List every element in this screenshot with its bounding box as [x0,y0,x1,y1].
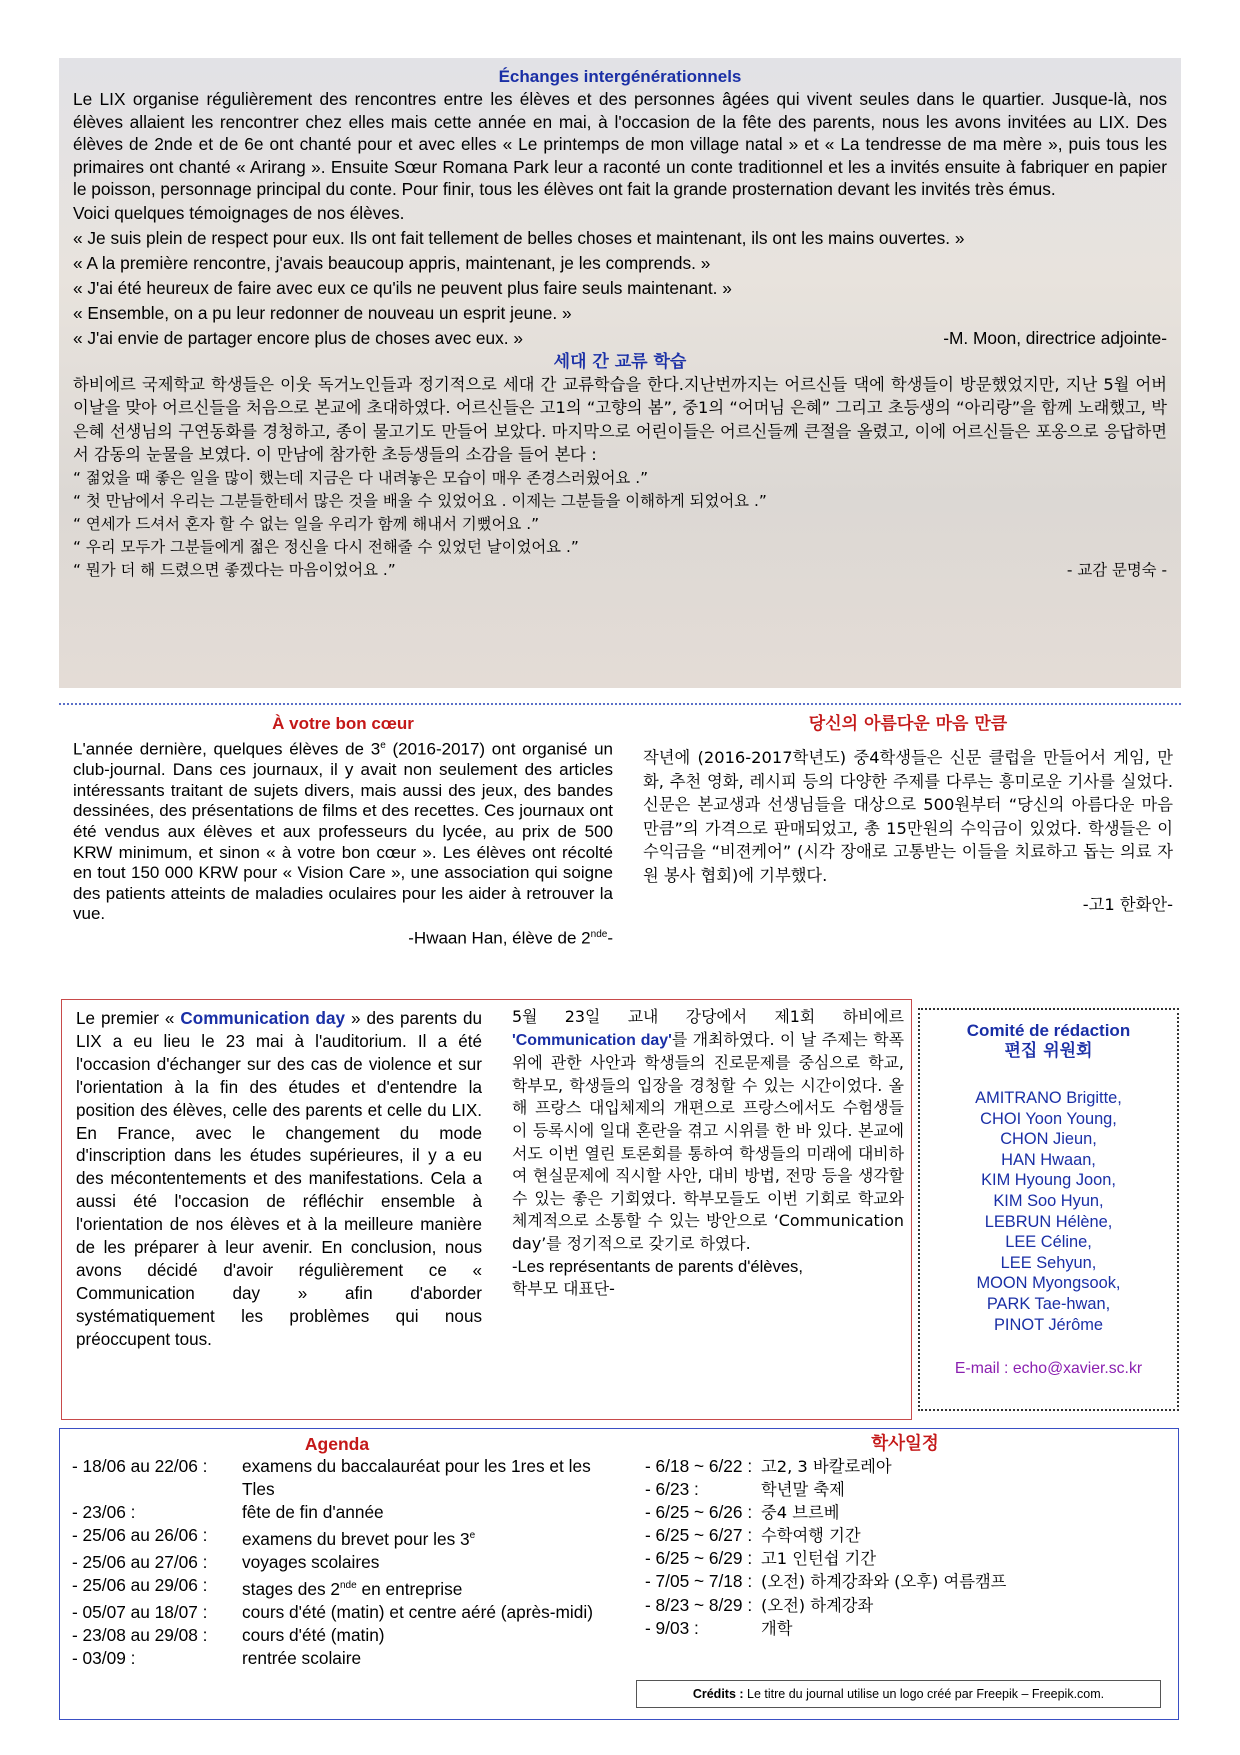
testimonial-quote-kr: “ 연세가 드셔서 혼자 할 수 없는 일을 우리가 함께 해내서 기뻤어요 .” [73,514,540,533]
agenda-kr [645,1433,1165,1640]
member-name: KIM Hyoung Joon, [981,1171,1116,1190]
testimonial-quote: « J'ai envie de partager encore plus de choses avec eux. » [73,327,524,348]
agenda-item-kr: - 6/25 ~ 6/29 : 고1 인턴쉽 기간 [645,1548,877,1569]
member-name: KIM Soo Hyun, [993,1191,1104,1210]
article-bon-coeur-kr [643,712,1173,917]
member-name: LEE Céline, [1005,1233,1092,1252]
testimonial-quote: « A la première rencontre, j'avais beaucoup appris, maintenant, je les comprends. » [73,252,711,273]
testimonial-quote-kr: “ 뭔가 더 해 드렸으면 좋겠다는 마음이었어요 .” [73,560,396,579]
author-signature-kr: - 교감 문명숙 - [1066,560,1167,579]
committee-title-kr: 편집 위원회 [1004,1041,1093,1061]
article-title-kr: 세대 간 교류 학습 [553,351,687,372]
author-signature: -Hwaan Han, élève de 2nde- [408,928,613,948]
agenda-section [59,1428,1179,1720]
member-name: CHOI Yoon Young, [980,1109,1117,1128]
article-title-fr: À votre bon cœur [272,714,414,733]
agenda-item: - 25/06 au 27/06 : voyages scolaires [72,1552,380,1573]
editorial-committee [918,1008,1179,1411]
article-body-fr: Le LIX organise régulièrement des rencontres entre les élèves et des personnes âgées qui vivent seules dans le quartier. Jusque-là, nos élèves allaient les rencontrer chez elles mais cette année en mai, à l'occasion de la fête des parents, nous les avons invitées au LIX. Des élèves de 2nde et de 6e ont chanté pour et avec elles « Le printemps de mon village natal » et « La tendresse de ma mère », puis tous les primaires ont chanté « Arirang ». Ensuite Sœur Romana Park leur a raconté un conte traditionnel et les a invités ensuite à fabriquer en papier le poisson, personnage principal du conte. Pour finir, tous les élèves ont fait la grande prosternation devant les invités très émus. [73,89,1167,199]
agenda-item-kr: - 6/25 ~ 6/26 : 중4 브르베 [645,1502,840,1523]
author-signature: -Les représentants de parents d'élèves, [512,1256,803,1276]
member-name: MOON Myongsook, [976,1274,1121,1293]
highlight-term: Communication day [180,1009,345,1028]
testimonial-quote-kr: “ 첫 만남에서 우리는 그분들한테서 많은 것을 배울 수 있었어요 . 이제는 그분들을 이해하게 되었어요 .” [73,491,767,510]
committee-title-fr: Comité de rédaction [966,1021,1131,1040]
contact-email[interactable]: E-mail : echo@xavier.sc.kr [954,1360,1143,1378]
testimonial-quote-kr: “ 젊었을 때 좋은 일을 많이 했는데 지금은 다 내려놓은 모습이 매우 존경스러웠어요 .” [73,468,649,487]
agenda-item: - 25/06 au 26/06 : examens du brevet pour les 3e [72,1525,476,1550]
agenda-item: - 25/06 au 29/06 : stages des 2nde en entreprise [72,1575,463,1599]
member-name: LEE Sehyun, [1000,1253,1097,1272]
agenda-item: - 03/09 : rentrée scolaire [72,1648,362,1669]
article-body-fr: Le premier « Communication day » des parents du LIX a eu lieu le 23 mai à l'auditorium. Il a été l'occasion d'échanger sur des cas de violence et sur l'orientation à la fin des études et d'entendre la position des élèves, celle des parents et celle du LIX. En France, avec le changement du mode d'inscription dans les études supérieures, il y a eu des mécontentements et des manifestations. Cela a aussi été l'occasion de réfléchir ensemble à l'orientation de nos élèves et à la meilleure manière de les préparer à leur avenir. En conclusion, nous avons décidé d'avoir régulièrement ce « Communication day » afin d'aborder systématiquement les problèmes qui nous préoccupent tous. [76,1009,483,1349]
article-bon-coeur-fr [73,712,613,949]
testimonial-quote: « J'ai été heureux de faire avec eux ce qu'ils ne peuvent plus faire seuls maintenant. » [73,277,732,298]
member-name: PARK Tae-hwan, [986,1294,1111,1313]
member-name: LEBRUN Hélène, [984,1212,1113,1231]
testimonial-last-row-kr [73,559,1167,582]
agenda-title-kr: 학사일정 [871,1434,939,1454]
article-intergenerational [59,58,1181,688]
article-body-fr: L'année dernière, quelques élèves de 3e (2016-2017) ont organisé un club-journal. Dans ces journaux, il y avait non seulement des articles intéressants traitant de sujets divers, mais aussi des jeux, des bandes dessinées, des présentations de films et des recettes. Ces journaux ont été vendus aux élèves et aux professeurs du lycée, au prix de 500 KRW minimum, et sinon « à votre bon cœur ». Les élèves ont récolté en tout 150 000 KRW pour « Vision Care », une association qui soigne des patients atteints de maladies oculaires pour les aider à retrouver la vue. [73,739,614,924]
article-title-kr: 당신의 아름다운 마음 만큼 [808,714,1008,734]
member-name: CHON Jieun, [1000,1130,1097,1149]
agenda-item-kr: - 7/05 ~ 7/18 : (오전) 하계강좌와 (오후) 여름캠프 [645,1571,1007,1592]
agenda-item-kr: - 9/03 : 개학 [645,1617,793,1638]
agenda-item-kr: - 6/25 ~ 6/27 : 수학여행 기간 [645,1525,861,1546]
article-body-kr: 5월 23일 교내 강당에서 제1회 하비에르 'Communication day'를 개최하였다. 이 날 주제는 학폭위에 관한 사안과 학생들의 진로문제를 중심으로 학교, 학부모, 학생들의 입장을 경청할 수 있는 시간이었다. 올해 프랑스 대입체제의 개편으로 프랑스에서도 수험생들이 등록시에 일대 혼란을 겪고 시위를 한 바 있다. 본교에서도 이번 열린 토론회를 통하여 학생들의 미래에 대비하여 현실문제에 직시할 사안, 대비 방법, 전망 등을 생각할 수 있는 좋은 기회였다. 학부모들도 이번 기회로 학교와 체계적으로 소통할 수 있는 방안으로 ‘Communication day’를 정기적으로 갖기로 하였다. -Les représentants de parents d'élèves, 학부모 대표단- [512,1006,904,1301]
agenda-item-kr: - 6/23 : 학년말 축제 [645,1479,845,1500]
article-body-kr: 작년에 (2016-2017학년도) 중4학생들은 신문 클럽을 만들어서 게임, 만화, 추천 영화, 레시피 등의 다양한 주제를 다루는 흥미로운 기사를 실었다. 신문은 본교생과 선생님들을 대상으로 500원부터 “당신의 아름다운 마음 만큼”의 가격으로 판매되었고, 총 15만원의 수익금이 있었다. 학생들은 이 수익금을 “비젼케어” (시각 장애로 고통받는 이들을 치료하고 돕는 의료 자원 봉사 협회)에 기부했다. [643,748,1173,885]
member-name: PINOT Jérôme [994,1315,1103,1334]
credits-box: Crédits : Le titre du journal utilise un logo créé par Freepik – Freepik.com. [636,1680,1161,1708]
article-communication-day [61,999,912,1420]
testimonial-quote-kr: “ 우리 모두가 그분들에게 젊은 정신을 다시 전해줄 수 있었던 날이었어요 .” [73,537,579,556]
author-signature-kr: -고1 한화안- [1082,895,1173,914]
article-body-kr: 하비에르 국제학교 학생들은 이웃 독거노인들과 정기적으로 세대 간 교류학습을 한다.지난번까지는 어르신들 댁에 학생들이 방문했었지만, 지난 5월 어버이날을 맞아 어르신들을 처음으로 본교에 초대하였다. 어르신들은 고1의 “고향의 봄”, 중1의 “어머님 은혜” 그리고 초등생의 “아리랑”을 함께 노래했고, 박은혜 선생님의 구연동화를 경청하고, 종이 물고기도 만들어 보았다. 마지막으로 어린이들은 어르신들께 큰절을 올렸고, 이에 어르신들은 포옹으로 응답하면서 감동의 눈물을 보였다. 이 만남에 참가한 초등생들의 소감을 들어 본다 : [73,374,1167,464]
agenda-item-kr: - 8/23 ~ 8/29 : (오전) 하계강좌 [645,1594,874,1615]
agenda-item: - 23/08 au 29/08 : cours d'été (matin) [72,1625,385,1646]
author-signature-kr: 학부모 대표단- [512,1279,615,1299]
article-title-fr: Échanges intergénérationnels [498,67,742,86]
testimonial-quote: « Je suis plein de respect pour eux. Ils ont fait tellement de belles choses et maintenant, ils ont les mains ouvertes. » [73,227,965,248]
testimonial-quote: « Ensemble, on a pu leur redonner de nouveau un esprit jeune. » [73,302,572,323]
agenda-item-kr: - 6/18 ~ 6/22 : 고2, 3 바칼로레아 [645,1456,892,1476]
section-divider [59,703,1181,705]
agenda-item: - 05/07 au 18/07 : cours d'été (matin) et centre aéré (après-midi) [72,1602,593,1623]
agenda-item: - 18/06 au 22/06 : examens du baccalauréat pour les 1res et les Tles [72,1456,591,1500]
testimonial-last-row [73,326,1167,351]
agenda-item: - 23/06 : fête de fin d'année [72,1502,384,1523]
agenda-fr [72,1433,602,1670]
member-name: AMITRANO Brigitte, [975,1089,1122,1107]
member-name: HAN Hwaan, [1001,1150,1096,1169]
committee-members [920,1088,1177,1335]
highlight-term: 'Communication day' [512,1031,672,1049]
author-signature: -M. Moon, directrice adjointe- [943,327,1167,348]
agenda-title-fr: Agenda [304,1434,370,1454]
testimonial-intro: Voici quelques témoignages de nos élèves. [73,202,405,223]
